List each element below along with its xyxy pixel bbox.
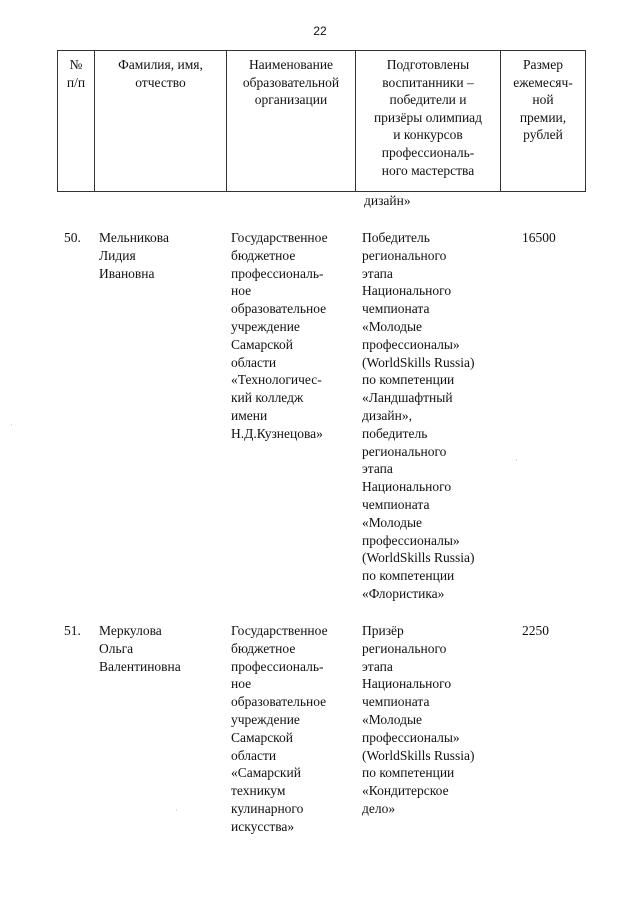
- row-number: 50.: [64, 230, 81, 245]
- header-number: № п/п: [58, 51, 95, 192]
- row-number: 51.: [64, 623, 81, 638]
- continuation-text: дизайн»: [364, 193, 411, 208]
- row-achievement: Призёр регионального этапа Национального чемпионата «Молодые профессионалы» (WorldSkills Russia) по компетенции «Кондитерское дело»: [362, 623, 475, 816]
- row-organization: Государственное бюджетное профессиональ- ное образовательное учреждение Самарской области «Технологичес- кий колледж имени Н.Д.Кузнецова»: [231, 230, 328, 441]
- row-achievement: Победитель регионального этапа Национального чемпионата «Молодые профессионалы» (WorldSkills Russia) по компетенции «Ландшафтный дизайн», победитель регионального этапа Национального чемпионата «Молодые профессионалы» (WorldSkills Russia) по компетенции «Флористика»: [362, 230, 475, 601]
- row-bonus-amount: 2250: [522, 623, 549, 638]
- header-fullname: Фамилия, имя, отчество: [95, 51, 227, 192]
- scan-speck: ·: [515, 455, 518, 465]
- page-number: 22: [313, 24, 327, 38]
- scan-speck: ·: [175, 805, 178, 815]
- header-bonus-amount: Размер ежемесяч- ной премии, рублей: [501, 51, 586, 192]
- row-organization: Государственное бюджетное профессиональ- ное образовательное учреждение Самарской области «Самарский техникум кулинарного искусства»: [231, 623, 328, 834]
- row-fullname: Меркулова Ольга Валентиновна: [99, 623, 181, 674]
- header-achievements: Подготовлены воспитанники – победители и призёры олимпиад и конкурсов профессиональ- ного мастерства: [356, 51, 501, 192]
- table-header: [57, 50, 586, 192]
- row-fullname: Мельникова Лидия Ивановна: [99, 230, 169, 281]
- header-organization: Наименование образовательной организации: [227, 51, 356, 192]
- scan-speck: ·: [10, 420, 13, 430]
- row-bonus-amount: 16500: [522, 230, 556, 245]
